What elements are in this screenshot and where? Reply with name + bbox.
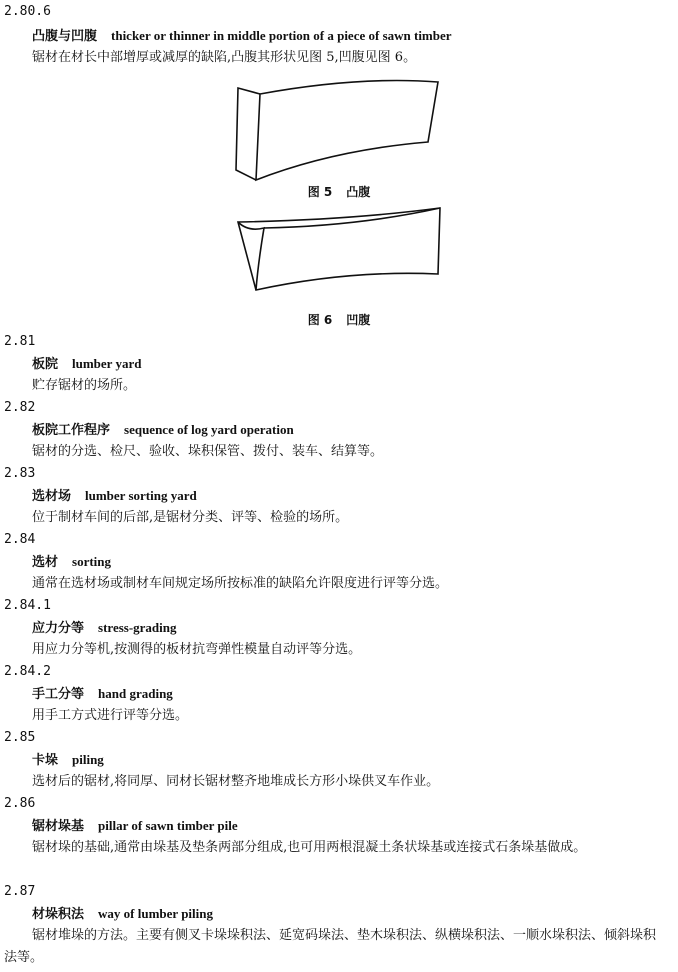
term-heading (32, 28, 452, 45)
term-zh: 手工分等 (32, 687, 85, 702)
term-en: lumber sorting yard (85, 488, 197, 503)
term-en: pillar of sawn timber pile (98, 818, 238, 833)
term-definition: 锯材垛的基础,通常由垛基及垫条两部分组成,也可用两根混凝土条状垛基或连接式石条垛基做成。 (32, 840, 587, 855)
term-en: way of lumber piling (98, 906, 213, 921)
figure-5-convex-board (228, 72, 450, 184)
figure-5-caption (0, 184, 678, 200)
term-definition: 通常在选材场或制材车间规定场所按标准的缺陷允许限度进行评等分选。 (32, 576, 449, 591)
term-definition: 用手工方式进行评等分选。 (32, 708, 189, 723)
term-heading (32, 554, 111, 571)
term-heading (32, 906, 213, 923)
term-zh: 应力分等 (32, 621, 85, 636)
clause-number: 2.81 (4, 334, 36, 349)
term-en: sorting (72, 554, 112, 569)
term-zh: 选材 (32, 555, 59, 570)
term-heading (32, 356, 141, 373)
clause-number: 2.85 (4, 730, 36, 745)
term-zh: 锯材垛基 (32, 819, 85, 834)
clause-number: 2.87 (4, 884, 36, 899)
term-heading (32, 422, 294, 439)
term-en: thicker or thinner in middle portion of a piece of sawn timber (111, 28, 452, 43)
term-heading (32, 818, 238, 835)
clause-number: 2.83 (4, 466, 36, 481)
figure-6-concave-board (228, 204, 450, 296)
term-definition: 贮存锯材的场所。 (32, 378, 137, 393)
figure-title: 凸腹 (346, 185, 371, 199)
term-zh: 选材场 (32, 489, 72, 504)
clause-number: 2.86 (4, 796, 36, 811)
term-heading (32, 686, 173, 703)
clause-number: 2.84.2 (4, 664, 51, 679)
term-definition: 位于制材车间的后部,是锯材分类、评等、检验的场所。 (32, 510, 349, 525)
figure-label: 图 6 (307, 313, 333, 327)
term-heading (32, 752, 104, 769)
term-en: lumber yard (72, 356, 142, 371)
term-definition: 用应力分等机,按测得的板材抗弯弹性模量自动评等分选。 (32, 642, 362, 657)
term-zh: 卡垛 (32, 753, 59, 768)
clause-number: 2.84 (4, 532, 36, 547)
figure-label: 图 5 (307, 185, 333, 199)
term-zh: 板院工作程序 (32, 423, 111, 438)
clause-number: 2.84.1 (4, 598, 51, 613)
term-definition: 锯材的分选、检尺、验收、垛积保管、拨付、装车、结算等。 (32, 444, 384, 459)
term-heading (32, 620, 177, 637)
term-heading (32, 488, 197, 505)
term-zh: 凸腹与凹腹 (32, 29, 98, 44)
term-en: stress-grading (98, 620, 177, 635)
term-en: piling (72, 752, 104, 767)
clause-number: 2.82 (4, 400, 36, 415)
clause-number: 2.80.6 (4, 4, 51, 19)
term-zh: 板院 (32, 357, 59, 372)
term-en: hand grading (98, 686, 173, 701)
figure-6-caption (0, 312, 678, 328)
term-zh: 材垛积法 (32, 907, 85, 922)
term-definition: 选材后的锯材,将同厚、同材长锯材整齐地堆成长方形小垛供叉车作业。 (32, 774, 440, 789)
term-definition: 锯材在材长中部增厚或减厚的缺陷,凸腹其形状见图 5,凹腹见图 6。 (32, 50, 417, 65)
term-en: sequence of log yard operation (124, 422, 294, 437)
figure-title: 凹腹 (346, 313, 371, 327)
term-definition: 锯材堆垛的方法。主要有侧叉卡垛垛积法、延宽码垛法、垫木垛积法、纵横垛积法、一顺水垛积法、倾斜垛积法等。 (4, 928, 657, 965)
